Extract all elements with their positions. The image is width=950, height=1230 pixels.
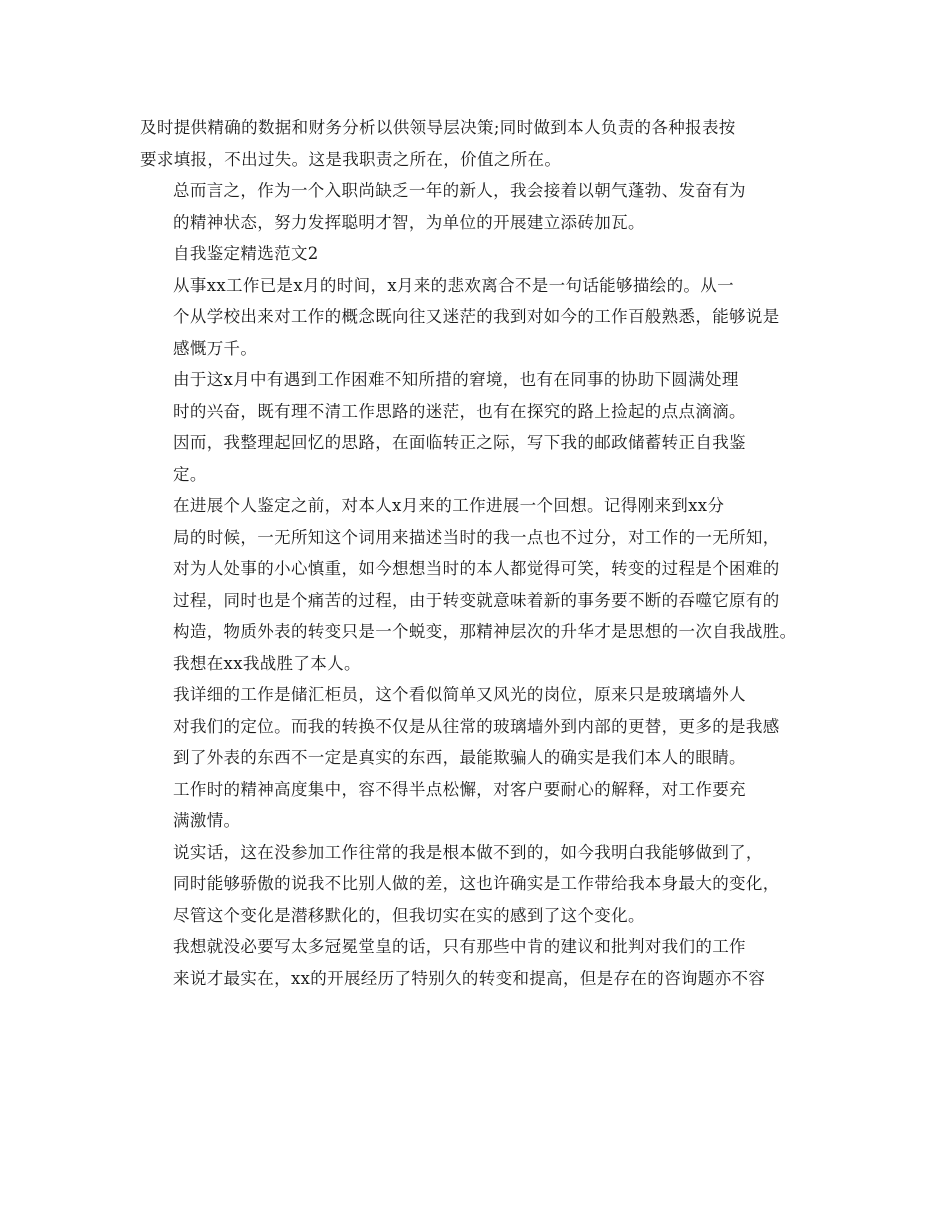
text-line: 因而，我整理起回忆的思路，在面临转正之际，写下我的邮政储蓄转正自我鉴: [173, 433, 746, 452]
text-line: 到了外表的东西不一定是真实的东西，最能欺骗人的确实是我们本人的眼睛。: [173, 748, 746, 767]
paragraph: [140, 490, 820, 648]
text-line: 及时提供精确的数据和财务分析以供领导层决策;同时做到本人负责的各种报表按: [140, 118, 736, 137]
text-line: 来说才最实在，xx的开展经历了特别久的转变和提高，但是存在的咨询题亦不容: [173, 968, 766, 988]
text-line: 尽管这个变化是潜移默化的，但我切实在实的感到了这个变化。: [173, 905, 645, 925]
paragraph: [140, 427, 820, 490]
text-line: 个从学校出来对工作的概念既向往又迷茫的我到对如今的工作百般熟悉，能够说是: [173, 307, 780, 326]
text-line: 对我们的定位。而我的转换不仅是从往常的玻璃墙外到内部的更替，更多的是我感: [173, 716, 780, 736]
text-line: 局的时候，一无所知这个词用来描述当时的我一点也不过分，对工作的一无所知，: [173, 527, 780, 547]
text-line: 同时能够骄傲的说我不比别人做的差，这也许确实是工作带给我本身最大的变化，: [173, 874, 780, 893]
text-line: 过程，同时也是个痛苦的过程，由于转变就意味着新的事务要不断的吞噬它原有的: [173, 590, 780, 610]
paragraph: [140, 837, 820, 932]
paragraph: [140, 270, 820, 365]
text-line: 总而言之，作为一个入职尚缺乏一年的新人，我会接着以朝气蓬勃、发奋有为: [173, 181, 746, 200]
section-heading: [140, 238, 820, 270]
text-line: 从事xx工作已是x月的时间，x月来的悲欢离合不是一句话能够描绘的。从一: [173, 275, 734, 295]
text-line: 由于这x月中有遇到工作困难不知所措的窘境，也有在同事的协助下圆满处理: [173, 370, 739, 389]
text-line: 在进展个人鉴定之前，对本人x月来的工作进展一个回想。记得刚来到xx分: [173, 496, 725, 515]
paragraph: [140, 931, 820, 994]
paragraph: [140, 648, 820, 680]
document-body: [140, 112, 820, 994]
paragraph: [140, 774, 820, 837]
paragraph: [140, 364, 820, 427]
text-line: 时的兴奋，既有理不清工作思路的迷茫，也有在探究的路上捡起的点点滴滴。: [173, 401, 746, 421]
paragraph: [140, 175, 820, 238]
text-line: 构造，物质外表的转变只是一个蜕变，那精神层次的升华才是思想的一次自我战胜。: [173, 622, 797, 641]
text-line: 我想在xx我战胜了本人。: [173, 653, 361, 673]
text-line: 感慨万千。: [173, 338, 258, 358]
text-line: 说实话，这在没参加工作往常的我是根本做不到的，如今我明白我能够做到了，: [173, 842, 763, 862]
text-line: 工作时的精神高度集中，容不得半点松懈，对客户要耐心的解释，对工作要充: [173, 779, 746, 799]
text-line: 定。: [173, 464, 207, 484]
text-line: 要求填报，不出过失。这是我职责之所在，价值之所在。: [140, 149, 562, 169]
paragraph: [140, 679, 820, 774]
text-line: 对为人处事的小心慎重，如今想想当时的本人都觉得可笑，转变的过程是个困难的: [173, 559, 780, 578]
text-line: 我想就没必要写太多冠冕堂皇的话，只有那些中肯的建议和批判对我们的工作: [173, 937, 746, 956]
text-line: 的精神状态，努力发挥聪明才智，为单位的开展建立添砖加瓦。: [173, 212, 645, 232]
text-line: 自我鉴定精选范文2: [173, 244, 319, 263]
text-line: 我详细的工作是储汇柜员，这个看似简单又风光的岗位，原来只是玻璃墙外人: [173, 685, 746, 704]
paragraph: [140, 112, 820, 175]
text-line: 满激情。: [173, 811, 241, 830]
